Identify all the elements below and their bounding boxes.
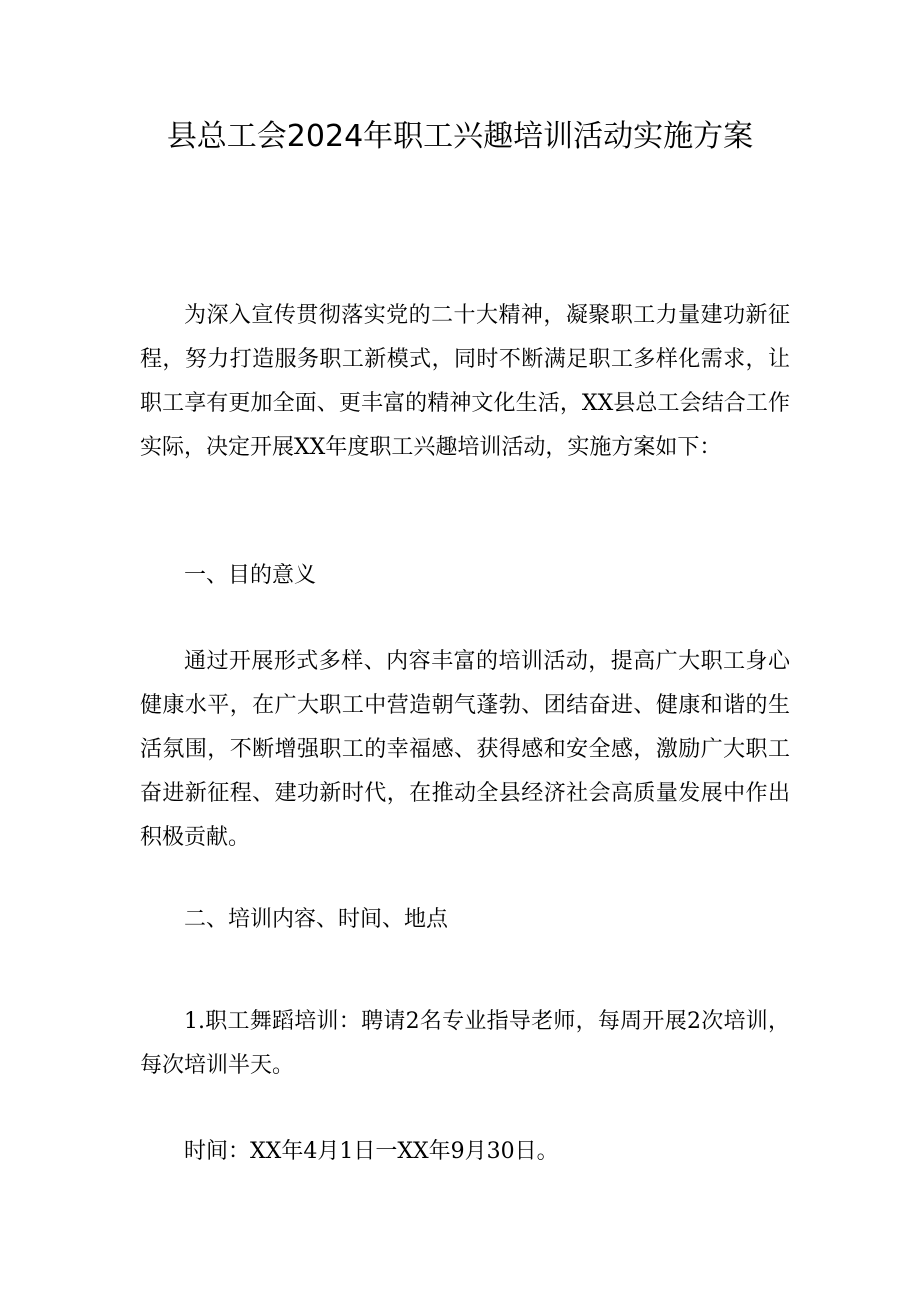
document-title: 县总工会2024年职工兴趣培训活动实施方案 <box>166 119 754 154</box>
item-dance-training: 1.职工舞蹈培训：聘请2名专业指导老师，每周开展2次培训，每次培训半天。 <box>140 1009 790 1078</box>
section-heading-content: 二、培训内容、时间、地点 <box>184 907 449 932</box>
dance-training-time: 时间：XX年4月1日一XX年9月30日。 <box>184 1139 559 1164</box>
intro-paragraph: 为深入宣传贯彻落实党的二十大精神，凝聚职工力量建功新征程，努力打造服务职工新模式，同时不断满足职工多样化需求，让职工享有更加全面、更丰富的精神文化生活，XX县总工会结合工作实际，决定开展XX年度职工兴趣培训活动，实施方案如下： <box>140 303 790 460</box>
purpose-paragraph: 通过开展形式多样、内容丰富的培训活动，提高广大职工身心健康水平，在广大职工中营造朝气蓬勃、团结奋进、健康和谐的生活氛围，不断增强职工的幸福感、获得感和安全感，激励广大职工奋进新征程、建功新时代，在推动全县经济社会高质量发展中作出积极贡献。 <box>140 649 790 850</box>
section-heading-purpose: 一、目的意义 <box>184 563 317 588</box>
